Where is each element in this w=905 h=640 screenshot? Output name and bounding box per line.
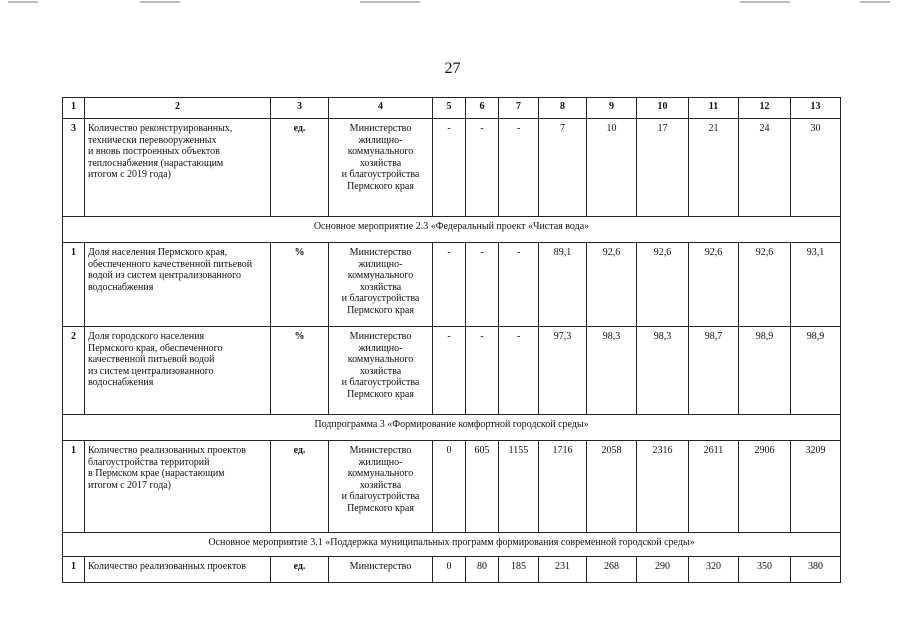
row-number: 2 (63, 327, 85, 415)
section-heading-row (63, 217, 841, 243)
row-number: 1 (63, 441, 85, 533)
indicator-name-line: итогом с 2019 года) (88, 169, 171, 180)
value-cell: 92,6 (689, 243, 739, 327)
indicator-name-line: технически перевооруженных (88, 134, 217, 146)
value-cell: - (499, 243, 539, 327)
section-heading-row (63, 415, 841, 441)
unit-cell: ед. (271, 119, 329, 217)
column-header: 13 (791, 98, 841, 119)
value-cell: 2058 (587, 441, 637, 533)
value-cell: 268 (587, 557, 637, 583)
table-row (63, 327, 841, 415)
ministry-line: Пермского края (347, 180, 414, 192)
value-cell: - (466, 327, 499, 415)
indicator-name (85, 119, 271, 217)
ministry-line: хозяйства (359, 281, 402, 293)
value-cell: 98,9 (791, 327, 841, 415)
scan-edge-marks (0, 0, 905, 6)
indicators-table (62, 97, 841, 583)
value-cell: 7 (539, 119, 587, 217)
ministry-line: жилищно- (358, 456, 403, 468)
ministry-line: коммунального (347, 354, 414, 365)
value-cell: 1155 (499, 441, 539, 533)
value-cell: 98,3 (587, 327, 637, 415)
column-header: 11 (689, 98, 739, 119)
column-header: 9 (587, 98, 637, 119)
value-cell: 0 (433, 557, 466, 583)
indicator-name-line: из систем централизованного (88, 365, 214, 377)
ministry-line: Министерство (349, 247, 412, 258)
value-cell: 2316 (637, 441, 689, 533)
indicator-name-line: Количество реконструированных, (88, 123, 233, 134)
column-header: 4 (329, 98, 433, 119)
value-cell: 89,1 (539, 243, 587, 327)
row-number: 1 (63, 243, 85, 327)
ministry-line: коммунального (347, 270, 414, 281)
indicator-name-line: теплоснабжения (нарастающим (88, 157, 224, 169)
column-header: 12 (739, 98, 791, 119)
ministry-line: и благоустройства (341, 377, 420, 388)
ministry-line: и благоустройства (341, 491, 420, 502)
value-cell: 98,7 (689, 327, 739, 415)
value-cell: - (433, 119, 466, 217)
value-cell: 17 (637, 119, 689, 217)
ministry-line: жилищно- (358, 258, 403, 270)
value-cell: 93,1 (791, 243, 841, 327)
ministry-line: Министерство (349, 561, 412, 572)
unit-cell: ед. (271, 557, 329, 583)
column-header: 2 (85, 98, 271, 119)
value-cell: 80 (466, 557, 499, 583)
row-number: 1 (63, 557, 85, 583)
responsible-ministry (329, 119, 433, 217)
indicator-name-line: Количество реализованных проектов (88, 561, 246, 572)
ministry-line: Министерство (349, 331, 412, 342)
value-cell: 2611 (689, 441, 739, 533)
responsible-ministry (329, 557, 433, 583)
value-cell: 10 (587, 119, 637, 217)
value-cell: 92,6 (739, 243, 791, 327)
table-row (63, 557, 841, 583)
table-row (63, 243, 841, 327)
indicator-name-line: Количество реализованных проектов (88, 445, 246, 456)
table-row (63, 119, 841, 217)
ministry-line: Пермского края (347, 502, 414, 514)
ministry-line: Министерство (349, 123, 412, 134)
responsible-ministry (329, 441, 433, 533)
ministry-line: Министерство (349, 445, 412, 456)
value-cell: - (466, 243, 499, 327)
ministry-line: хозяйства (359, 157, 402, 169)
indicator-name-line: Доля населения Пермского края, (88, 247, 228, 258)
value-cell: 3209 (791, 441, 841, 533)
column-header: 5 (433, 98, 466, 119)
value-cell: 380 (791, 557, 841, 583)
value-cell: 605 (466, 441, 499, 533)
indicator-name-line: водой из систем централизованного (88, 270, 241, 281)
value-cell: - (499, 119, 539, 217)
section-heading: Подпрограмма 3 «Формирование комфортной городской среды» (63, 415, 841, 441)
value-cell: 92,6 (587, 243, 637, 327)
value-cell: 24 (739, 119, 791, 217)
responsible-ministry (329, 327, 433, 415)
page-number: 27 (444, 60, 461, 77)
column-header: 3 (271, 98, 329, 119)
value-cell: 1716 (539, 441, 587, 533)
ministry-line: коммунального (347, 146, 414, 157)
value-cell: - (433, 327, 466, 415)
indicator-name-line: Пермского края, обеспеченного (88, 342, 223, 354)
indicator-name-line: благоустройства территорий (88, 456, 210, 468)
indicator-name (85, 441, 271, 533)
value-cell: 92,6 (637, 243, 689, 327)
value-cell: - (433, 243, 466, 327)
indicator-name-line: качественной питьевой водой (88, 354, 215, 365)
ministry-line: коммунального (347, 468, 414, 479)
indicator-name-line: Доля городского населения (88, 331, 205, 342)
unit-cell: % (271, 327, 329, 415)
indicator-name-line: водоснабжения (88, 377, 154, 388)
value-cell: 231 (539, 557, 587, 583)
column-header: 10 (637, 98, 689, 119)
indicator-name-line: обеспеченного качественной питьевой (88, 258, 253, 270)
indicator-name-line: водоснабжения (88, 281, 154, 293)
indicator-name (85, 327, 271, 415)
ministry-line: Пермского края (347, 388, 414, 400)
value-cell: 2906 (739, 441, 791, 533)
value-cell: 320 (689, 557, 739, 583)
value-cell: 350 (739, 557, 791, 583)
column-header: 6 (466, 98, 499, 119)
value-cell: 21 (689, 119, 739, 217)
column-header: 1 (63, 98, 85, 119)
responsible-ministry (329, 243, 433, 327)
indicator-name-line: в Пермском крае (нарастающим (88, 468, 225, 479)
ministry-line: хозяйства (359, 365, 402, 377)
ministry-line: жилищно- (358, 342, 403, 354)
value-cell: 97,3 (539, 327, 587, 415)
unit-cell: ед. (271, 441, 329, 533)
value-cell: 98,9 (739, 327, 791, 415)
ministry-line: и благоустройства (341, 293, 420, 304)
ministry-line: Пермского края (347, 304, 414, 316)
section-heading: Основное мероприятие 3.1 «Поддержка муниципальных программ формирования современной городской среды» (63, 533, 841, 557)
value-cell: 290 (637, 557, 689, 583)
value-cell: - (499, 327, 539, 415)
ministry-line: хозяйства (359, 479, 402, 491)
value-cell: 185 (499, 557, 539, 583)
value-cell: 98,3 (637, 327, 689, 415)
column-header: 8 (539, 98, 587, 119)
column-header: 7 (499, 98, 539, 119)
section-heading-row (63, 533, 841, 557)
unit-cell: % (271, 243, 329, 327)
indicator-name-line: и вновь построенных объектов (88, 146, 220, 157)
indicator-name (85, 243, 271, 327)
section-heading: Основное мероприятие 2.3 «Федеральный проект «Чистая вода» (63, 217, 841, 243)
ministry-line: и благоустройства (341, 169, 420, 180)
value-cell: 0 (433, 441, 466, 533)
value-cell: 30 (791, 119, 841, 217)
row-number: 3 (63, 119, 85, 217)
value-cell: - (466, 119, 499, 217)
table-row (63, 441, 841, 533)
indicator-name-line: итогом с 2017 года) (88, 479, 171, 491)
indicator-name (85, 557, 271, 583)
table-header-row (63, 98, 841, 119)
ministry-line: жилищно- (358, 134, 403, 146)
